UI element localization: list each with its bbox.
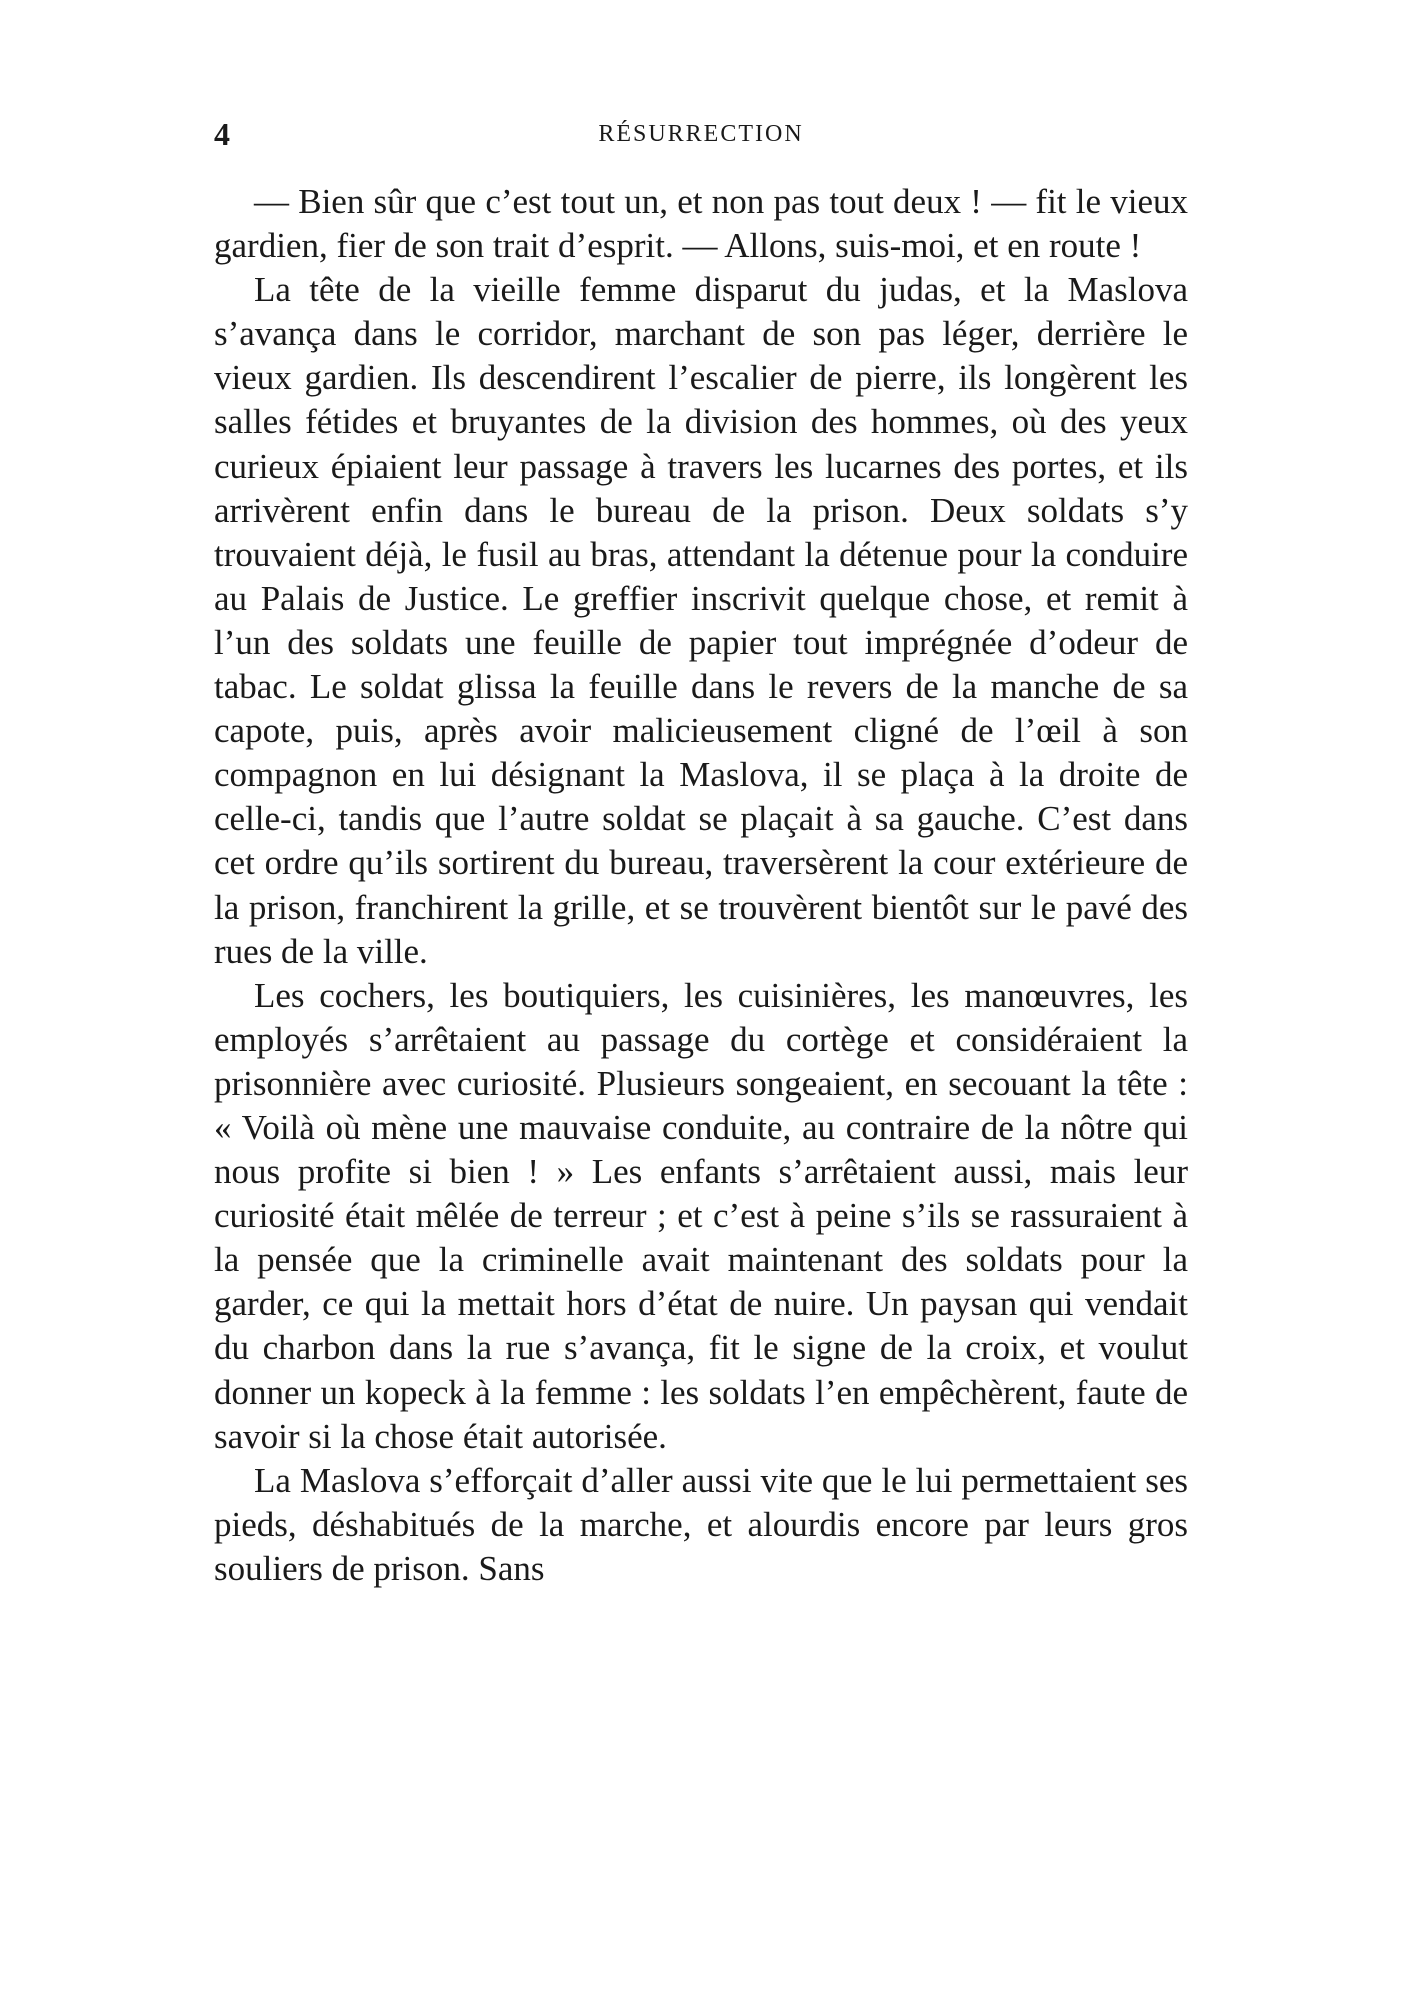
paragraph-2: La tête de la vieille femme disparut du judas, et la Maslova s’avança dans le corridor, marchant de son pas léger, derrière le vieux gardien. Ils descendirent l’escalier de pierre, ils longèrent les salles fétides et bruyantes de la division des hommes, où des yeux curieux épiaient leur passage à travers les lucarnes des portes, et ils arrivèrent enfin dans le bureau de la prison. Deux soldats s’y trouvaient déjà, le fusil au bras, attendant la détenue pour la conduire au Palais de Justice. Le greffier inscrivit quelque chose, et remit à l’un des soldats une feuille de papier tout imprégnée d’odeur de tabac. Le soldat glissa la feuille dans le revers de la manche de sa capote, puis, après avoir malicieusement cligné de l’œil à son compagnon en lui désignant la Maslova, il se plaça à la droite de celle-ci, tandis que l’autre soldat se plaçait à sa gauche. C’est dans cet ordre qu’ils sortirent du bureau, traversèrent la cour extérieure de la prison, franchirent la grille, et se trouvèrent bientôt sur le pavé des rues de la ville.	[214, 270, 1188, 971]
paragraph-3: Les cochers, les boutiquiers, les cuisinières, les manœuvres, les employés s’arrêtaient au passage du cortège et considéraient la prisonnière avec curiosité. Plusieurs songeaient, en secouant la tête : « Voilà où mène une mauvaise conduite, au contraire de la nôtre qui nous profite si bien ! » Les enfants s’arrêtaient aussi, mais leur curiosité était mêlée de terreur ; et c’est à peine s’ils se rassuraient à la pensée que la criminelle avait maintenant des soldats pour la garder, ce qui la mettait hors d’état de nuire. Un paysan qui vendait du charbon dans la rue s’avança, fit le signe de la croix, et voulut donner un kopeck à la femme : les soldats l’en empêchèrent, faute de savoir si la chose était autorisée.	[214, 975, 1188, 1456]
page-number: 4	[214, 116, 230, 152]
running-header	[214, 114, 1188, 154]
running-title: RÉSURRECTION	[598, 121, 804, 147]
paragraph-1: — Bien sûr que c’est tout un, et non pas tout deux ! — fit le vieux gardien, fier de son trait d’esprit. — Allons, suis-moi, et en route !	[214, 182, 1188, 266]
paragraph-4: La Maslova s’efforçait d’aller aussi vite que le lui permettaient ses pieds, déshabitués de la marche, et alourdis encore par leurs gros souliers de prison. Sans	[214, 1460, 1188, 1588]
body-text	[214, 180, 1188, 1591]
